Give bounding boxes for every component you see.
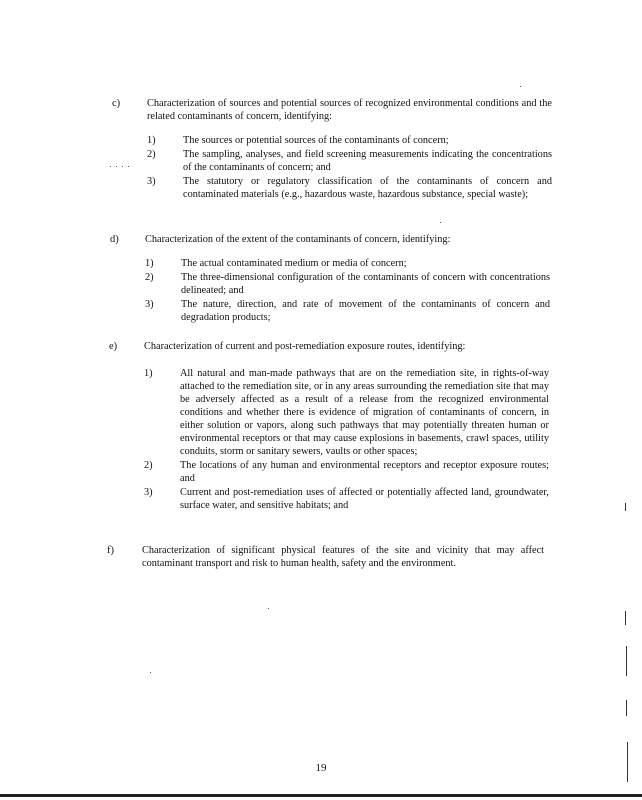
section-heading — [112, 97, 552, 123]
item-number: 2) — [144, 460, 153, 471]
item-text: The actual contaminated medium or media of concern; — [181, 258, 407, 269]
scan-edge-mark — [627, 742, 628, 782]
section-f — [107, 544, 544, 570]
page-number: 19 — [315, 762, 327, 774]
section-heading-text: Characterization of significant physical features of the site and vicinity that may affect contaminant transport and risk to human health, safety and the environment. — [142, 545, 544, 569]
section-heading-text: Characterization of current and post-remediation exposure routes, identifying: — [144, 341, 466, 352]
scan-speck — [520, 86, 521, 87]
scan-bottom-edge — [0, 794, 642, 797]
section-heading — [110, 233, 550, 246]
scan-edge-mark — [625, 503, 626, 511]
section-heading — [107, 544, 544, 570]
list-item — [145, 298, 550, 324]
item-list — [145, 257, 550, 324]
item-text: The sampling, analyses, and field screening measurements indicating the concentrations of the contaminants of concern; and — [183, 149, 552, 173]
list-item — [145, 257, 550, 270]
item-text: The nature, direction, and rate of movement of the contaminants of concern and degradation products; — [181, 299, 550, 323]
list-item — [144, 459, 549, 485]
item-number: 1) — [144, 368, 153, 379]
item-number: 3) — [147, 176, 156, 187]
item-text: The three-dimensional configuration of the contaminants of concern with concentrations delineated; and — [181, 272, 550, 296]
item-list — [144, 367, 549, 512]
item-text: The locations of any human and environmental receptors and receptor exposure routes; and — [180, 460, 549, 484]
item-text: The statutory or regulatory classification of the contaminants of concern and contaminated materials (e.g., hazardous waste, hazardous substance, special waste); — [183, 176, 552, 200]
item-number: 1) — [145, 258, 154, 269]
scan-speck — [122, 166, 123, 167]
section-e — [109, 340, 549, 513]
section-label: f) — [107, 545, 114, 556]
scan-edge-mark — [625, 611, 626, 625]
section-d — [110, 233, 550, 325]
section-c — [112, 97, 552, 202]
section-label: e) — [109, 341, 118, 352]
scan-edge-mark — [626, 700, 627, 716]
item-text: Current and post-remediation uses of affected or potentially affected land, groundwater, surface water, and sensitive habitats; and — [180, 487, 549, 511]
scan-edge-mark — [626, 646, 627, 676]
list-item — [147, 148, 552, 174]
section-heading — [109, 340, 549, 353]
scan-speck — [128, 166, 129, 167]
scan-speck — [440, 222, 441, 223]
item-number: 2) — [145, 272, 154, 283]
item-number: 3) — [145, 299, 154, 310]
scan-speck — [150, 672, 151, 673]
list-item — [144, 486, 549, 512]
list-item — [147, 134, 552, 147]
list-item — [147, 175, 552, 201]
item-number: 2) — [147, 149, 156, 160]
item-text: The sources or potential sources of the contaminants of concern; — [183, 135, 449, 146]
list-item — [145, 271, 550, 297]
scan-speck — [268, 608, 269, 609]
list-item — [144, 367, 549, 458]
section-heading-text: Characterization of sources and potential sources of recognized environmental conditions and the related contaminants of concern, identifying: — [147, 98, 552, 122]
section-heading-text: Characterization of the extent of the contaminants of concern, identifying: — [145, 234, 451, 245]
item-text: All natural and man-made pathways that are on the remediation site, in rights-of-way attached to the remediation site, or in any areas surrounding the remediation site that may be adversely affected as a result of a release from the recognized environmental conditions and whether there is evidence of migration of contaminants of concern, in either solution or vapors, along such pathways that may potentially threaten human or environmental receptors or that may cause explosions in basements, crawl spaces, utility conduits, storm or sanitary sewers, vaults or other spaces; — [180, 368, 549, 457]
item-list — [147, 134, 552, 201]
scan-speck — [110, 166, 111, 167]
item-number: 1) — [147, 135, 156, 146]
section-label: d) — [110, 234, 119, 245]
section-label: c) — [112, 98, 121, 109]
item-number: 3) — [144, 487, 153, 498]
scan-speck — [116, 166, 117, 167]
